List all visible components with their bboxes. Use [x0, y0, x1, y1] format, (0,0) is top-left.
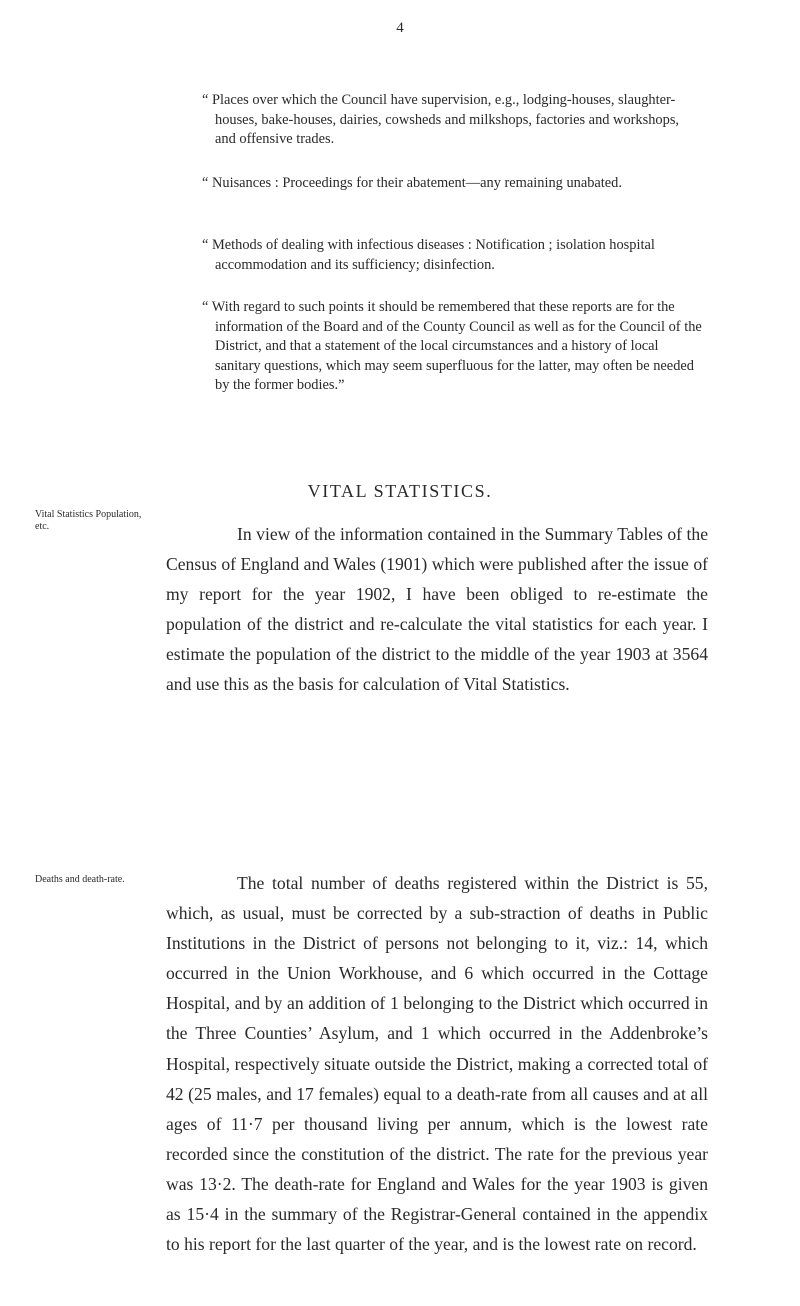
quote-text: “ Methods of dealing with infectious diseases : Notification ; isolation hospital accommodation and its sufficiency; disinfection. [202, 237, 655, 273]
sidenote-deaths: Deaths and death-rate. [35, 874, 125, 885]
quote-infectious-diseases [202, 236, 702, 275]
paragraph-population-estimate: In view of the information contained in the Summary Tables of the Census of England and Wales (1901) which were published after the issue of my report for the year 1902, I have been obliged to re-estimate the population of the district and re-calculate the vital statistics for each year. I estimate the population of the district to the middle of the year 1903 at 3564 and use this as the basis for calculation of Vital Statistics. [166, 524, 708, 695]
sidenote-vital-statistics: Vital Statistics Population, etc. [35, 509, 142, 532]
quote-regard-points [202, 298, 702, 396]
quote-text: “ With regard to such points it should be remembered that these reports are for the information of the Board and of the County Council as well as for the Council of the District, and that a statement of the local circumstances and a history of local sanitary questions, which may seem superfluous for the latter, may often be needed by the former bodies.” [202, 299, 702, 393]
quote-text: “ Places over which the Council have supervision, e.g., lodging-houses, slaughter-houses, bake-houses, dairies, cowsheds and milkshops, factories and workshops, and offensive trades. [202, 92, 680, 147]
quote-supervision-places [202, 91, 702, 150]
quote-text: “ Nuisances : Proceedings for their abatement—any remaining unabated. [202, 175, 622, 191]
page-number: 4 [396, 20, 404, 36]
quote-nuisances [202, 174, 702, 194]
paragraph-deaths: The total number of deaths registered within the District is 55, which, as usual, must be corrected by a sub-straction of deaths in Public Institutions in the District of persons not belonging to it, viz.: 14, which occurred in the Union Workhouse, and 6 which occurred in the Cottage Hospital, and by an addition of 1 belonging to the District which occurred in the Three Counties’ Asylum, and 1 which occurred in the Addenbroke’s Hospital, respectively situate outside the District, making a corrected total of 42 (25 males, and 17 females) equal to a death-rate from all causes and at all ages of 11·7 per thousand living per annum, which is the lowest rate recorded since the constitution of the district. The rate for the previous year was 13·2. The death-rate for England and Wales for the year 1903 is given as 15·4 in the summary of the Registrar-General contained in the appendix to his report for the last quarter of the year, and is the lowest rate on record. [166, 873, 708, 1255]
section-title: VITAL STATISTICS. [307, 481, 493, 501]
